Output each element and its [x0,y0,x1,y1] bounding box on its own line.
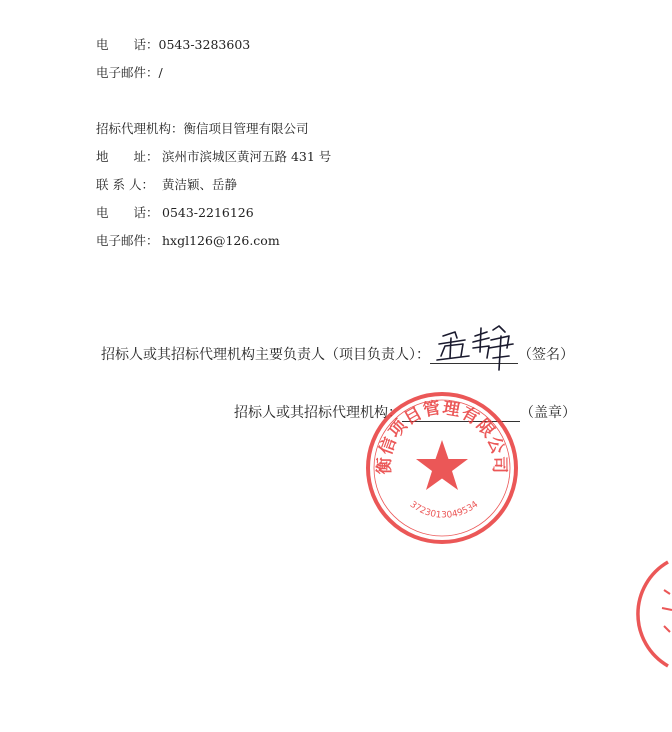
svg-text:3723013049534 [408,500,481,521]
agency-phone-value: 0543-2216126 [162,205,254,220]
handwritten-signature [435,318,525,378]
agency-email-value: hxgl126@126.com [162,233,280,248]
agency-email-row [96,233,280,249]
agency-name-row [96,121,309,137]
agency-contact-label: 联 系 人： [96,177,154,192]
seal-suffix: （盖章） [520,405,576,421]
seal-star-icon [416,440,468,490]
seal-code-text: 3723013049534 [407,499,481,521]
agency-phone-label: 电 话： [96,205,159,220]
tenderer-email-value: / [158,65,163,80]
tenderer-phone-row [96,37,250,53]
agency-address-label: 地 址： [96,149,159,164]
tenderer-email-row [96,65,163,81]
tenderer-phone-value: 0543-3283603 [158,37,251,52]
principal-signature-suffix: （签名） [518,347,574,363]
tenderer-email-label: 电子邮件： [96,65,159,80]
agency-name-value: 衡信项目管理有限公司 [183,121,309,136]
agency-contact-value: 黄洁颖、岳静 [162,177,238,192]
agency-contact-row [96,177,237,193]
principal-signature-label: 招标人或其招标代理机构主要负责人（项目负责人）： [101,347,430,363]
seal-company-text: 衡信项目管理有限公司 [374,398,510,475]
seal-label: 招标人或其招标代理机构： [234,405,402,421]
company-seal [362,388,522,548]
agency-email-label: 电子邮件： [96,233,159,248]
agency-address-value: 滨州市滨城区黄河五路 431 号 [162,149,332,164]
partial-seal-edge [640,560,672,670]
agency-address-row [96,149,331,165]
agency-phone-row [96,205,254,221]
agency-name-label: 招标代理机构： [96,121,184,136]
tenderer-phone-label: 电 话： [96,37,159,52]
